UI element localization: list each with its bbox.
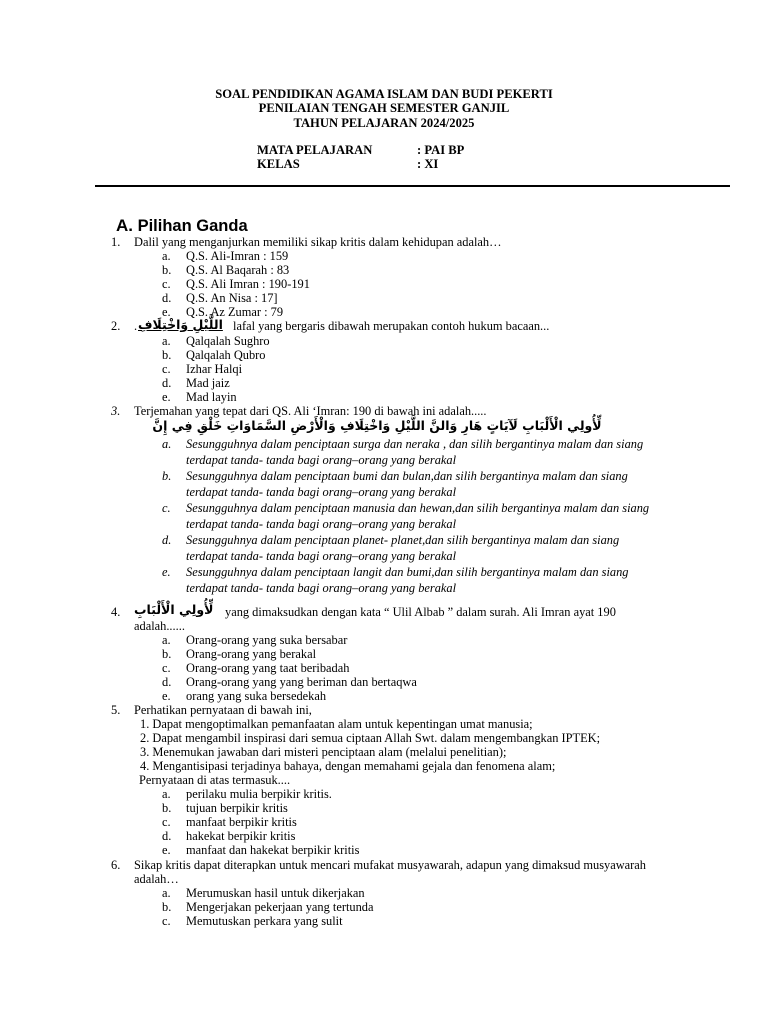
option-letter: b. [162,469,172,483]
option-letter: c. [162,277,171,291]
question-text-cont: adalah… [134,872,179,886]
option-text: Sesungguhnya dalam penciptaan langit dan bumi,dan silih bergantinya malam dan siang [186,565,629,579]
statement-item: 4. Mengantisipasi terjadinya bahaya, dengan memahami gejala dan fenomena alam; [140,759,556,773]
header-divider [95,185,730,187]
option-letter: b. [162,348,172,362]
question-number: 5. [111,703,121,717]
option-text: Qalqalah Qubro [186,348,266,362]
question-text: Perhatikan pernyataan di bawah ini, [134,703,312,717]
option-text: Mad layin [186,390,237,404]
option-text: perilaku mulia berpikir kritis. [186,787,332,801]
section-title: Pilihan Ganda [137,217,248,235]
question-number: 6. [111,858,121,872]
question-text-cont: adalah...... [134,619,185,633]
section-letter: A. [116,216,133,235]
option-letter: d. [162,291,172,305]
class-value: : XI [417,157,439,171]
option-text: Orang-orang yang suka bersabar [186,633,348,647]
option-text-cont: terdapat tanda- tanda bagi orang–orang yang berakal [186,517,457,531]
option-text: Q.S. Ali Imran : 190-191 [186,277,310,291]
option-text: Merumuskan hasil untuk dikerjakan [186,886,365,900]
option-text: Sesungguhnya dalam penciptaan manusia dan hewan,dan silih bergantinya malam dan siang [186,501,650,515]
exam-year: TAHUN PELAJARAN 2024/2025 [293,116,475,130]
option-text: manfaat dan hakekat berpikir kritis [186,843,360,857]
option-letter: b. [162,647,172,661]
option-text: Orang-orang yang berakal [186,647,317,661]
option-letter: c. [162,362,171,376]
section-heading [116,216,248,236]
statement-item: 3. Menemukan jawaban dari misteri penciptaan alam (melalui penelitian); [140,745,507,759]
option-letter: a. [162,787,171,801]
option-text: Orang-orang yang taat beribadah [186,661,350,675]
question-text: yang dimaksudkan dengan kata “ Ulil Albab ” dalam surah. Ali Imran ayat 190 [225,605,616,619]
subject-label: MATA PELAJARAN [257,143,373,157]
option-text: orang yang suka bersedekah [186,689,327,703]
statement-item: 2. Dapat mengambil inspirasi dari semua ciptaan Allah Swt. dalam mengembangkan IPTEK; [140,731,601,745]
option-letter: b. [162,263,172,277]
option-letter: e. [162,305,171,319]
question-text: lafal yang bergaris dibawah merupakan contoh hukum bacaan... [233,319,550,333]
arabic-verse: اللَّيْلِ وَاخْتِلَافِ [138,317,223,332]
option-letter: a. [162,437,172,451]
option-letter: d. [162,533,172,547]
question-number: 2. [111,319,121,333]
option-text-cont: terdapat tanda- tanda bagi orang–orang yang berakal [186,581,457,595]
option-text: Qalqalah Sughro [186,334,270,348]
question-text: Dalil yang menganjurkan memiliki sikap kritis dalam kehidupan adalah… [134,235,502,249]
statement-item: 1. Dapat mengoptimalkan pemanfaatan alam untuk kepentingan umat manusia; [140,717,533,731]
option-letter: b. [162,801,172,815]
arabic-verse: لِّأُولِي الْأَلْبَابِ لَآيَاتٍ هَارِ وَالنَّ اللَّيْلِ وَاخْتِلَافِ وَالْأَرْضِ السَّمَاوَاتِ خَلْقِ فِي إِنَّ [152,418,602,433]
option-letter: e. [162,689,171,703]
question-number: 3. [111,404,121,418]
option-text: Mengerjakan pekerjaan yang tertunda [186,900,374,914]
exam-title: SOAL PENDIDIKAN AGAMA ISLAM DAN BUDI PEKERTI [215,87,553,101]
question-number: 4. [111,605,121,619]
option-letter: d. [162,376,172,390]
option-letter: d. [162,675,172,689]
option-text: Q.S. Ali-Imran : 159 [186,249,289,263]
option-letter: e. [162,390,171,404]
option-text: Sesungguhnya dalam penciptaan planet- planet,dan silih bergantinya malam dan siang [186,533,620,547]
question-number: 1. [111,235,121,249]
option-letter: e. [162,843,171,857]
question-closing: Pernyataan di atas termasuk.... [139,773,291,787]
question-text: Sikap kritis dapat diterapkan untuk mencari mufakat musyawarah, adapun yang dimaksud musyawarah [134,858,646,872]
class-label: KELAS [257,157,300,171]
option-text: Memutuskan perkara yang sulit [186,914,343,928]
option-letter: a. [162,334,171,348]
exam-subtitle: PENILAIAN TENGAH SEMESTER GANJIL [258,101,510,115]
option-letter: a. [162,886,171,900]
option-text: manfaat berpikir kritis [186,815,297,829]
option-letter: c. [162,914,171,928]
arabic-verse: لِّأُولِي الْأَلْبَابِ [134,602,214,617]
option-text: Mad jaiz [186,376,230,390]
subject-value: : PAI BP [417,143,465,157]
option-letter: a. [162,249,171,263]
option-text: Sesungguhnya dalam penciptaan surga dan neraka , dan silih bergantinya malam dan siang [186,437,644,451]
option-text-cont: terdapat tanda- tanda bagi orang–orang yang berakal [186,453,457,467]
option-letter: c. [162,501,171,515]
option-text: Orang-orang yang yang beriman dan bertaqwa [186,675,417,689]
option-letter: c. [162,815,171,829]
option-letter: c. [162,661,171,675]
option-letter: b. [162,900,172,914]
option-letter: d. [162,829,172,843]
option-text: Q.S. An Nisa : 17] [186,291,278,305]
option-text: hakekat berpikir kritis [186,829,296,843]
question-text: Terjemahan yang tepat dari QS. Ali ‘Imran: 190 di bawah ini adalah..... [134,404,487,418]
option-text: Izhar Halqi [186,362,243,376]
option-text-cont: terdapat tanda- tanda bagi orang–orang yang berakal [186,549,457,563]
option-letter: e. [162,565,171,579]
option-letter: a. [162,633,171,647]
option-text: Sesungguhnya dalam penciptaan bumi dan bulan,dan silih bergantinya malam dan siang [186,469,628,483]
option-text-cont: terdapat tanda- tanda bagi orang–orang yang berakal [186,485,457,499]
option-text: Q.S. Al Baqarah : 83 [186,263,290,277]
option-text: tujuan berpikir kritis [186,801,288,815]
question-prefix: . [134,319,138,333]
option-text: Q.S. Az Zumar : 79 [186,305,284,319]
